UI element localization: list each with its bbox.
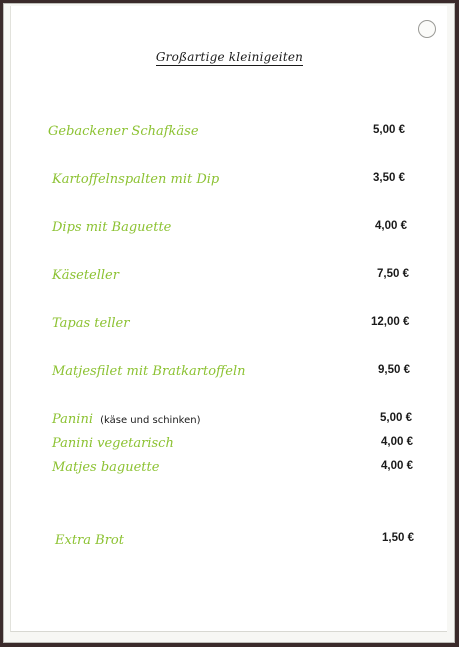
menu-item-name <box>52 412 201 427</box>
menu-item-label: Matjesfilet mit Bratkartoffeln <box>52 364 246 379</box>
punch-hole-icon <box>418 20 436 38</box>
menu-item-label: Panini vegetarisch <box>52 436 174 451</box>
menu-item-price: 1,50 € <box>382 532 414 544</box>
menu-item-name <box>52 436 174 451</box>
menu-item-label: Panini <box>52 412 93 427</box>
menu-item-name <box>52 172 219 187</box>
menu-item-name <box>52 316 129 331</box>
menu-item-price: 4,00 € <box>375 220 407 232</box>
menu-item-label: Käseteller <box>52 268 119 283</box>
menu-item-label: Kartoffelnspalten mit Dip <box>52 172 220 187</box>
menu-item-price: 3,50 € <box>373 172 405 184</box>
menu-item-price: 7,50 € <box>377 268 409 280</box>
menu-item-label: Dips mit Baguette <box>52 220 172 235</box>
menu-item-label: Matjes baguette <box>52 460 160 475</box>
menu-title-text: Großartige kleinigeiten <box>155 50 304 64</box>
menu-item-price: 4,00 € <box>381 460 413 472</box>
menu-title <box>0 50 459 64</box>
menu-item-price: 12,00 € <box>371 316 410 328</box>
menu-item-price: 9,50 € <box>378 364 410 376</box>
menu-item-note: (käse und schinken) <box>100 415 201 426</box>
menu-item-name <box>52 364 245 379</box>
menu-item-label: Gebackener Schafkäse <box>48 124 199 139</box>
menu-item-price: 5,00 € <box>380 412 412 424</box>
menu-item-label: Extra Brot <box>55 533 124 548</box>
menu-item-name <box>52 460 159 475</box>
menu-item-name <box>55 533 124 548</box>
menu-item-price: 5,00 € <box>373 124 405 136</box>
menu-item-name <box>48 124 199 139</box>
menu-item-name <box>52 220 171 235</box>
menu-item-price: 4,00 € <box>381 436 413 448</box>
menu-item-label: Tapas teller <box>52 316 130 331</box>
menu-item-name <box>52 268 119 283</box>
